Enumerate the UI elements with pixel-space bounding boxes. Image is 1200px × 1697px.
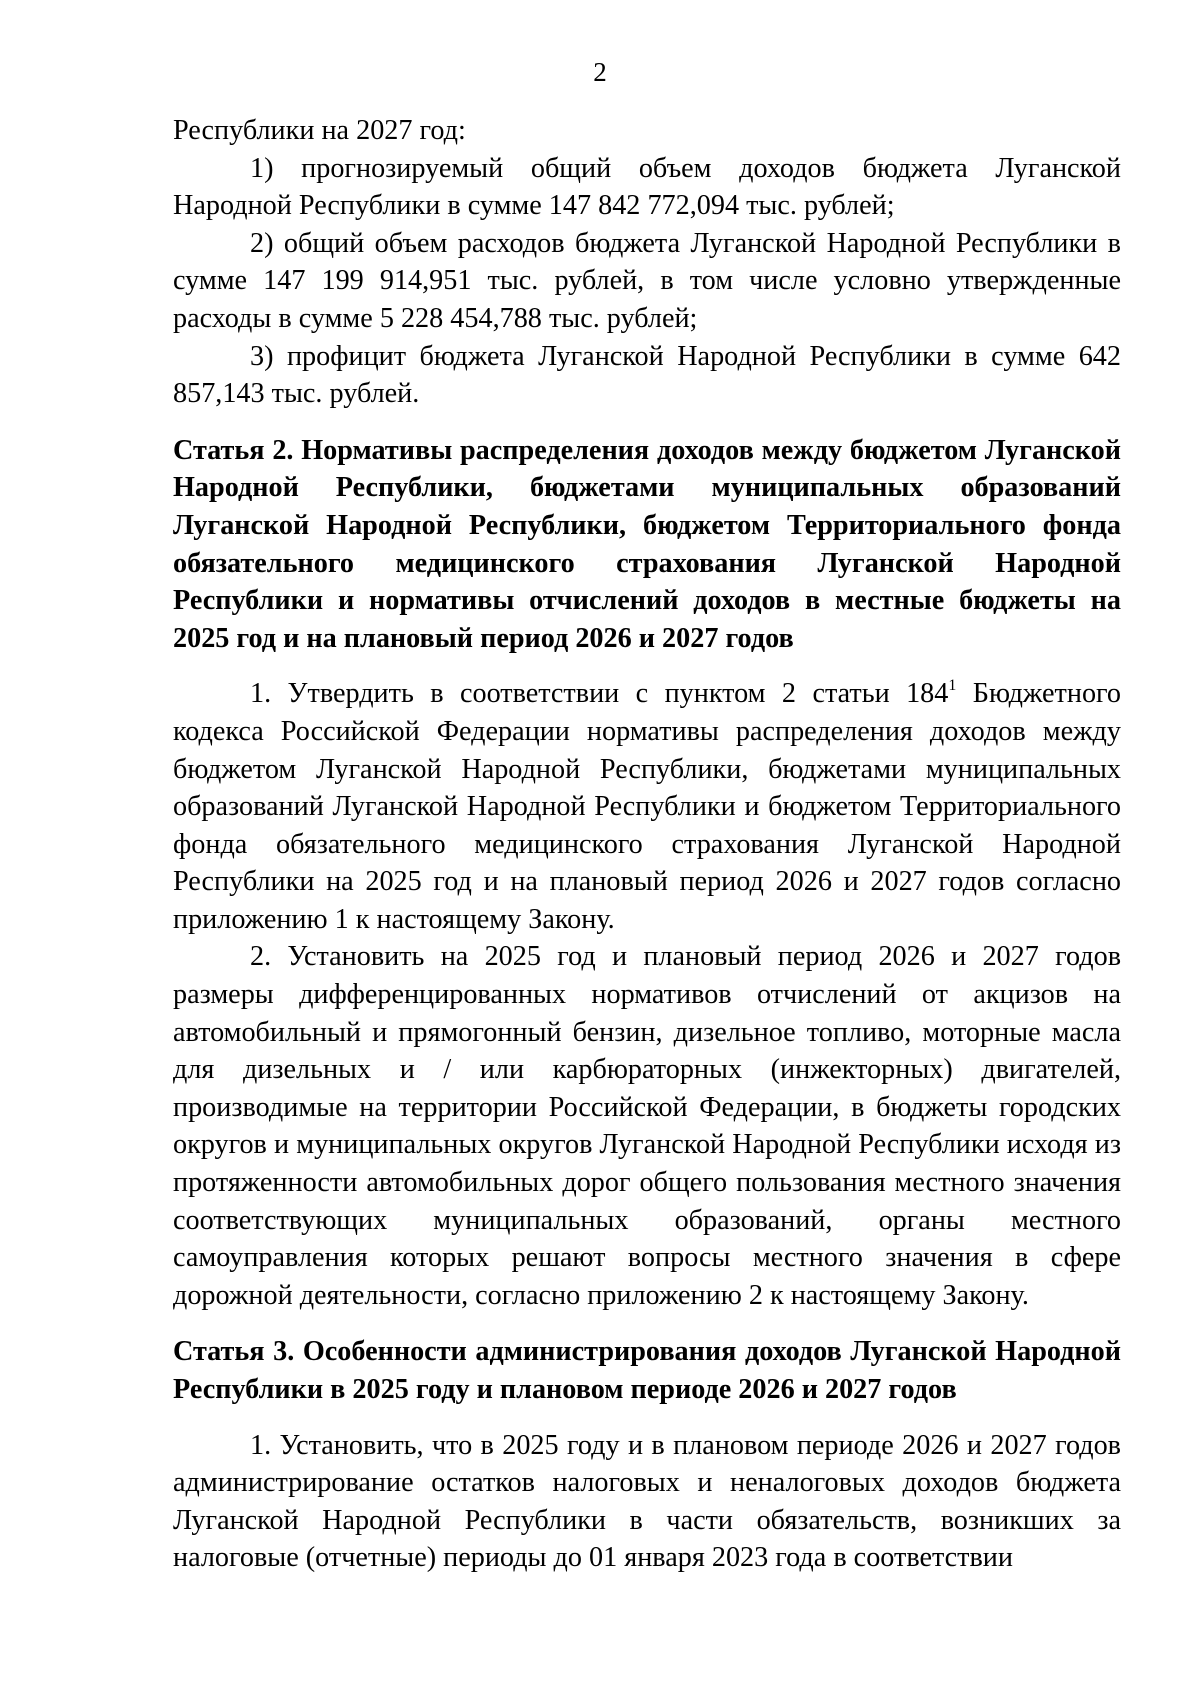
article-2-heading: Статья 2. Нормативы распределения доходов между бюджетом Луганской Народной Республики, бюджетами муниципальных образований Луганской Народной Республики, бюджетом Территориального фонда обязательного медицинского страхования Луганской Народной Республики и нормативы отчислений доходов в местные бюджеты на 2025 год и на плановый период 2026 и 2027 годов	[173, 434, 1121, 654]
article-superscript: 1	[948, 676, 957, 694]
article-3-heading: Статья 3. Особенности администрирования доходов Луганской Народной Республики в 2025 году и плановом периоде 2026 и 2027 годов	[173, 1336, 1121, 1405]
list-item-expenses: 2) общий объем расходов бюджета Луганской Народной Республики в сумме 147 199 914,951 тыс. рублей, в том числе условно утвержденные расходы в сумме 5 228 454,788 тыс. рублей;	[173, 227, 1121, 334]
article-2-paragraph-2: 2. Установить на 2025 год и плановый период 2026 и 2027 годов размеры дифференцированных нормативов отчислений от акцизов на автомобильный и прямогонный бензин, дизельное топливо, моторные масла для дизельных и / или карбюраторных (инжекторных) двигателей, производимые на территории Российской Федерации, в бюджеты городских округов и муниципальных округов Луганской Народной Республики исходя из протяженности автомобильных дорог общего пользования местного значения соответствующих муниципальных образований, органы местного самоуправления которых решают вопросы местного значения в сфере дорожной деятельности, согласно приложению 2 к настоящему Закону.	[173, 941, 1121, 1311]
article-3-paragraph-1: 1. Установить, что в 2025 году и в плановом периоде 2026 и 2027 годов администрирование остатков налоговых и неналоговых доходов бюджета Луганской Народной Республики в части обязательств, возникших за налоговые (отчетные) периоды до 01 января 2023 года в соответствии	[173, 1429, 1121, 1574]
article-2-paragraph-1-rest: Бюджетного кодекса Российской Федерации нормативы распределения доходов между бюджетом Луганской Народной Республики, бюджетами муниципальных образований Луганской Народной Республики и бюджетом Территориального фонда обязательного медицинского страхования Луганской Народной Республики на 2025 год и на плановый период 2026 и 2027 годов согласно приложению 1 к настоящему Закону.	[173, 678, 1121, 935]
page-number: 2	[593, 57, 607, 87]
article-2-paragraph-1	[173, 675, 1121, 938]
document-body	[173, 112, 1121, 1577]
paragraph-continuation: Республики на 2027 год:	[173, 115, 466, 146]
article-2-paragraph-1-text: 1. Утвердить в соответствии с пунктом 2 статьи 184	[250, 678, 949, 710]
list-item-revenues: 1) прогнозируемый общий объем доходов бюджета Луганской Народной Республики в сумме 147 842 772,094 тыс. рублей;	[173, 152, 1121, 222]
list-item-surplus: 3) профицит бюджета Луганской Народной Республики в сумме 642 857,143 тыс. рублей.	[173, 340, 1121, 410]
